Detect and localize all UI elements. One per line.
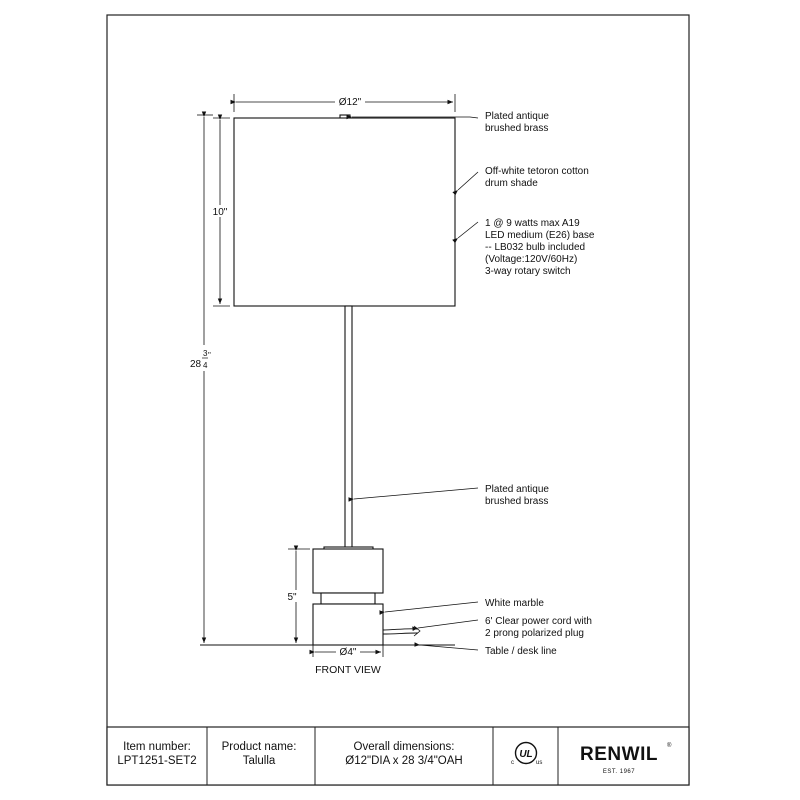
dim-base-diameter: Ø4" bbox=[339, 647, 357, 658]
svg-text:us: us bbox=[536, 760, 543, 766]
svg-text:6' Clear power cord with: 6' Clear power cord with bbox=[485, 616, 592, 627]
power-cord bbox=[383, 629, 418, 630]
view-label: FRONT VIEW bbox=[315, 664, 381, 676]
marble-lower bbox=[313, 604, 383, 645]
callout-table-line bbox=[485, 646, 557, 657]
svg-text:brushed brass: brushed brass bbox=[485, 496, 549, 507]
svg-text:®: ® bbox=[667, 743, 672, 749]
svg-text:drum shade: drum shade bbox=[485, 178, 538, 189]
svg-text:brushed brass: brushed brass bbox=[485, 123, 549, 134]
stem-rod bbox=[345, 306, 352, 550]
dim-shade-diameter: Ø12" bbox=[338, 97, 362, 108]
item-number-label: Item number: bbox=[123, 741, 191, 753]
svg-text:Table / desk line: Table / desk line bbox=[485, 646, 557, 657]
callout-base bbox=[485, 598, 544, 609]
callout-stem bbox=[485, 484, 549, 507]
svg-text:28: 28 bbox=[190, 359, 202, 370]
marble-upper bbox=[313, 549, 383, 593]
svg-text:Off-white tetoron cotton: Off-white tetoron cotton bbox=[485, 166, 589, 177]
svg-text:2 prong polarized plug: 2 prong polarized plug bbox=[485, 628, 584, 639]
overall-dimensions-value: Ø12"DIA x 28 3/4"OAH bbox=[345, 755, 463, 767]
svg-text:c: c bbox=[511, 760, 514, 766]
svg-text:LED medium (E26) base: LED medium (E26) base bbox=[485, 230, 595, 241]
callout-bulb bbox=[485, 218, 595, 277]
callout-finial bbox=[485, 111, 549, 134]
svg-text:3: 3 bbox=[203, 349, 208, 358]
base-collar bbox=[321, 593, 375, 604]
lamp-front-view bbox=[234, 115, 455, 645]
svg-text:(Voltage:120V/60Hz): (Voltage:120V/60Hz) bbox=[485, 254, 578, 265]
svg-text:-- LB032 bulb included: -- LB032 bulb included bbox=[485, 242, 586, 253]
dim-base-height: 5" bbox=[287, 592, 297, 603]
svg-text:RENWIL: RENWIL bbox=[580, 744, 658, 765]
svg-text:": " bbox=[208, 351, 211, 360]
drum-shade bbox=[234, 118, 455, 306]
svg-text:UL: UL bbox=[519, 749, 533, 760]
svg-text:4: 4 bbox=[203, 361, 208, 370]
overall-dimensions-label: Overall dimensions: bbox=[353, 741, 455, 753]
callout-shade bbox=[485, 166, 589, 189]
product-name-label: Product name: bbox=[221, 741, 297, 753]
svg-text:3-way rotary switch: 3-way rotary switch bbox=[485, 266, 571, 277]
svg-text:1 @ 9 watts max A19: 1 @ 9 watts max A19 bbox=[485, 218, 580, 229]
product-name-value: Talulla bbox=[242, 755, 276, 767]
item-number-value: LPT1251-SET2 bbox=[117, 755, 197, 767]
svg-text:White marble: White marble bbox=[485, 598, 544, 609]
svg-text:Plated antique: Plated antique bbox=[485, 111, 549, 122]
svg-text:Plated antique: Plated antique bbox=[485, 484, 549, 495]
svg-text:EST. 1967: EST. 1967 bbox=[602, 769, 636, 775]
dim-shade-height: 10" bbox=[212, 207, 228, 218]
callout-cord bbox=[485, 616, 592, 639]
title-block bbox=[107, 727, 689, 785]
